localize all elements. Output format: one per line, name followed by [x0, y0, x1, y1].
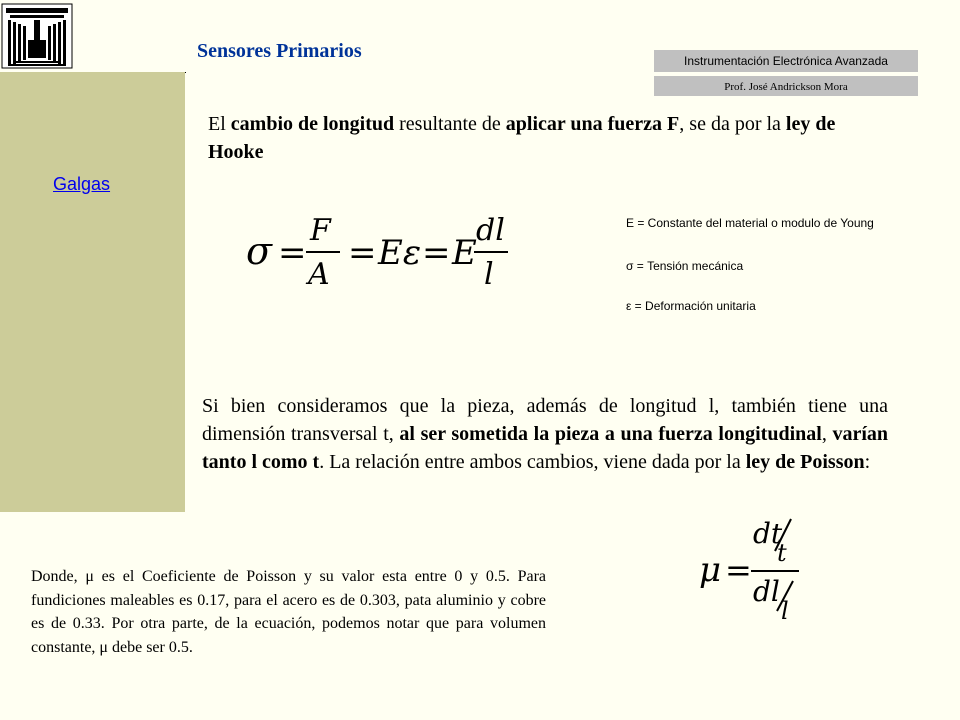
formula-e: E: [452, 233, 477, 273]
formula-eq: =: [278, 233, 307, 273]
legend-epsilon: ε = Deformación unitaria: [626, 299, 756, 313]
poisson-formula: [695, 515, 815, 625]
course-label: Instrumentación Electrónica Avanzada: [654, 50, 918, 72]
hooke-intro-paragraph: El cambio de longitud resultante de aplicar una fuerza F, se da por la ley de Hooke: [208, 113, 836, 163]
sidebar: [0, 72, 185, 512]
nav-link-galgas[interactable]: Galgas: [53, 174, 111, 194]
logo: [0, 0, 80, 72]
formula-l2: l: [781, 597, 789, 625]
formula-dl2: dl: [753, 575, 780, 608]
formula-a: A: [308, 257, 330, 290]
institution-logo-icon: [0, 0, 80, 72]
professor-label: Prof. José Andrickson Mora: [654, 76, 918, 96]
slide-title: Sensores Primarios: [197, 40, 362, 62]
legend-sigma: σ = Tensión mecánica: [626, 259, 744, 273]
formula-eq2: =: [348, 233, 377, 273]
hooke-formula: [240, 210, 510, 290]
poisson-intro-paragraph: Si bien consideramos que la pieza, además de longitud l, también tiene una dimensión transversal t, al ser sometida la pieza a una fuerza longitudinal, varían tanto l como t. La relación entre ambos cambios, viene dada por la ley de Poisson:: [202, 395, 888, 473]
formula-mu-eq: =: [725, 551, 752, 589]
legend-young: E = Constante del material o modulo de Young: [626, 216, 874, 230]
formula-eq3: =: [422, 233, 451, 273]
formula-l: l: [484, 257, 494, 290]
formula-mu: μ: [699, 550, 722, 590]
formula-dl: dl: [476, 213, 505, 248]
formula-e-epsilon: Eε: [378, 233, 422, 273]
formula-t: t: [777, 539, 787, 567]
formula-sigma: σ: [246, 229, 272, 273]
formula-f: F: [310, 213, 331, 248]
formula-dt: dt: [753, 517, 783, 550]
poisson-note-paragraph: Donde, μ es el Coeficiente de Poisson y su valor esta entre 0 y 0.5. Para fundiciones maleables es 0.17, para el acero es de 0.303, pata aluminio y cobre es de 0.33. Por otra parte, de la ecuación, podemos notar que para volumen constante, μ debe ser 0.5.: [31, 568, 546, 656]
